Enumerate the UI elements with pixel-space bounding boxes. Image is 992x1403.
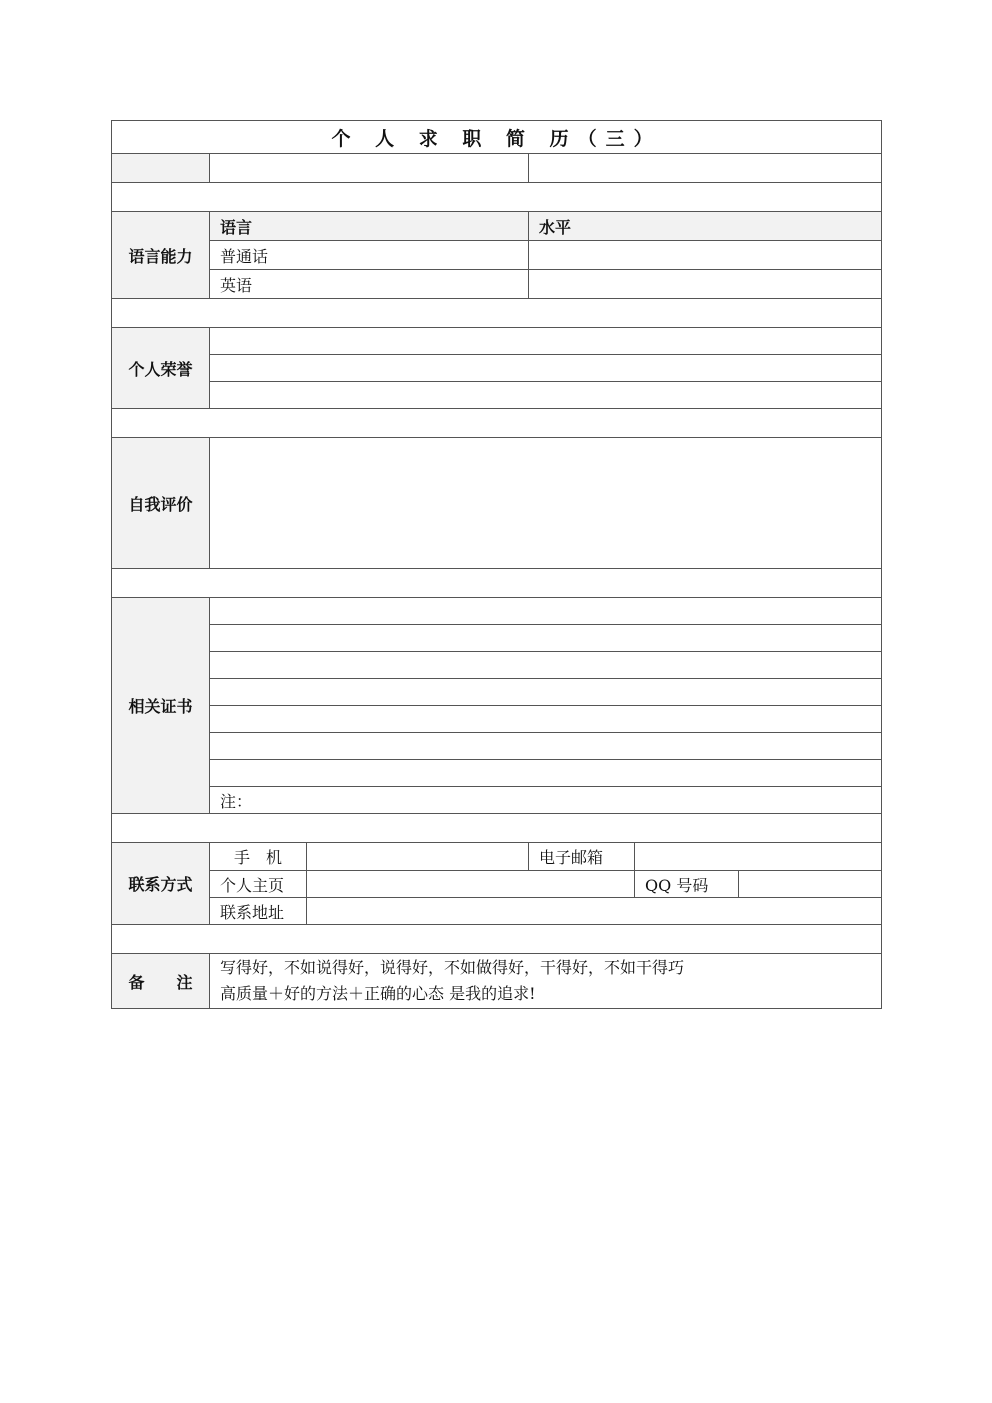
remarks-content [210, 954, 882, 1009]
top-field-1[interactable] [210, 154, 529, 183]
self-evaluation-label: 自我评价 [112, 438, 210, 569]
contact-section-label: 联系方式 [112, 843, 210, 925]
language-section-label: 语言能力 [112, 212, 210, 299]
remarks-line-2: 高质量＋好的方法＋正确的心态 是我的追求! [220, 984, 536, 1003]
section-spacer [112, 409, 882, 438]
page-title: 个 人 求 职 简 历（三） [112, 121, 882, 154]
self-evaluation-field[interactable] [210, 438, 882, 569]
section-spacer [112, 299, 882, 328]
certificate-field[interactable] [210, 760, 882, 787]
certificate-field[interactable] [210, 652, 882, 679]
section-spacer [112, 814, 882, 843]
top-label-cell [112, 154, 210, 183]
email-field[interactable] [635, 843, 882, 871]
section-spacer [112, 569, 882, 598]
honors-section-label: 个人荣誉 [112, 328, 210, 409]
remarks-label: 备 注 [112, 954, 210, 1009]
language-column-header: 语言 [210, 212, 529, 241]
certificates-section-label: 相关证书 [112, 598, 210, 814]
level-column-header: 水平 [529, 212, 882, 241]
honor-field[interactable] [210, 328, 882, 355]
certificate-field[interactable] [210, 733, 882, 760]
mobile-field[interactable] [307, 843, 529, 871]
remarks-line-1: 写得好，不如说得好，说得好，不如做得好，干得好，不如干得巧 [220, 958, 685, 977]
homepage-label: 个人主页 [210, 871, 307, 898]
certificate-field[interactable] [210, 598, 882, 625]
address-label: 联系地址 [210, 898, 307, 925]
resume-sheet [111, 120, 881, 1009]
homepage-field[interactable] [307, 871, 635, 898]
honor-field[interactable] [210, 355, 882, 382]
qq-field[interactable] [739, 871, 882, 898]
section-spacer [112, 183, 882, 212]
language-level-field[interactable] [529, 270, 882, 299]
mobile-label: 手 机 [210, 843, 307, 871]
certificate-field[interactable] [210, 706, 882, 733]
qq-label: QQ 号码 [635, 871, 739, 898]
certificate-field[interactable] [210, 679, 882, 706]
address-field[interactable] [307, 898, 882, 925]
language-name: 普通话 [210, 241, 529, 270]
language-level-field[interactable] [529, 241, 882, 270]
email-label: 电子邮箱 [529, 843, 635, 871]
resume-table [111, 120, 882, 1009]
section-spacer [112, 925, 882, 954]
honor-field[interactable] [210, 382, 882, 409]
certificates-note: 注： [210, 787, 882, 814]
top-field-2[interactable] [529, 154, 882, 183]
language-name: 英语 [210, 270, 529, 299]
certificate-field[interactable] [210, 625, 882, 652]
